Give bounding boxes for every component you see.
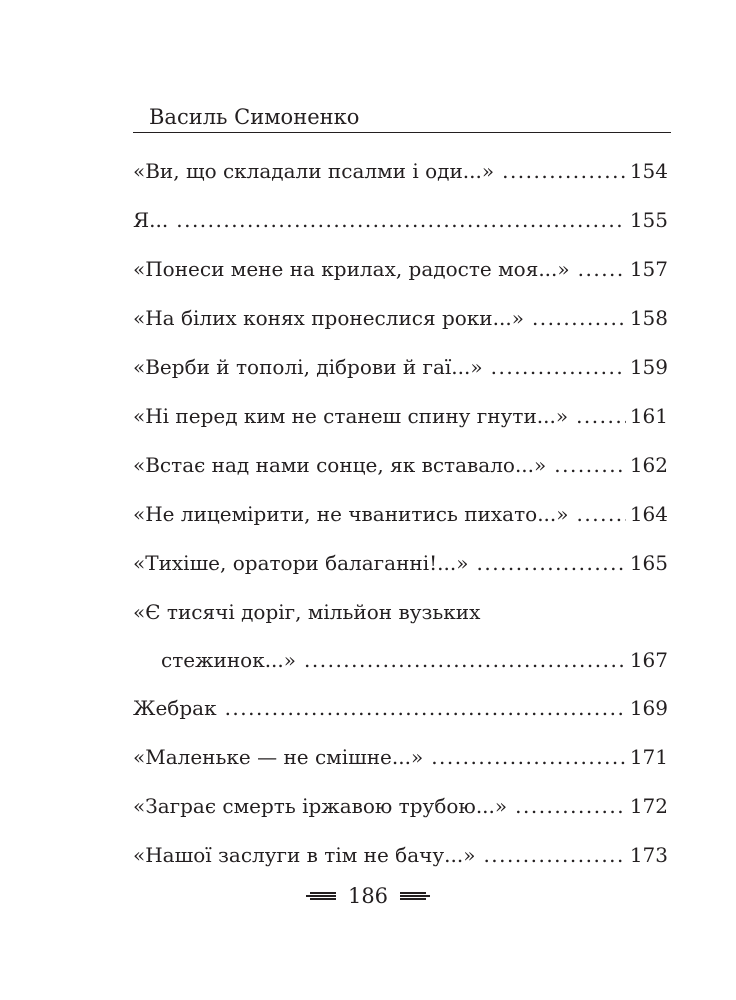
toc-entry-page: 172 (629, 794, 668, 818)
toc-entry-title: Жебрак (133, 696, 217, 720)
dot-leader (554, 451, 626, 479)
toc-entry-page: 165 (629, 551, 668, 575)
toc-entry-title: «Встає над нами сонце, як вставало...» (133, 453, 547, 477)
dot-leader (225, 694, 626, 722)
toc-entry (133, 792, 668, 841)
toc-entry (133, 206, 668, 255)
toc-entry (133, 841, 668, 890)
toc-entry-continuation (133, 646, 668, 674)
toc-entry (133, 694, 668, 743)
dot-leader (304, 646, 626, 674)
dot-leader (483, 841, 625, 869)
toc-entry (133, 402, 668, 451)
dot-leader (578, 255, 626, 283)
dot-leader (477, 549, 626, 577)
ornament-lines-icon (400, 892, 430, 900)
toc-entry-page: 173 (629, 843, 668, 867)
dot-leader (176, 206, 626, 234)
toc-entry (133, 451, 668, 500)
dot-leader (431, 743, 626, 771)
dot-leader (515, 792, 626, 820)
toc-entry-page: 155 (629, 208, 668, 232)
toc-entry-title: «Не лицемірити, не чванитись пихато...» (133, 502, 569, 526)
toc-entry-page: 167 (629, 648, 668, 672)
dot-leader (491, 353, 626, 381)
toc-entry-title: «Ви, що складали псалми і оди...» (133, 159, 495, 183)
toc-entry (133, 549, 668, 598)
toc-entry-title: «Тихіше, оратори балаганні!...» (133, 551, 469, 575)
toc-entry-title: «Нашої заслуги в тім не бачу...» (133, 843, 476, 867)
toc-entry (133, 500, 668, 549)
dot-leader (502, 157, 626, 185)
toc-entry-page: 158 (629, 306, 668, 330)
toc-entry (133, 598, 668, 694)
toc-entry-page: 162 (629, 453, 668, 477)
toc-entry-title: «Понеси мене на крилах, радосте моя...» (133, 257, 570, 281)
toc-entry-title: «Верби й тополі, діброви й гаї...» (133, 355, 483, 379)
toc-entry (133, 157, 668, 206)
toc-entry-page: 171 (629, 745, 668, 769)
toc-entry (133, 304, 668, 353)
toc-entry-title: Я... (133, 208, 169, 232)
dot-leader (577, 500, 626, 528)
toc-entry-title: «Ні перед ким не станеш спину гнути...» (133, 404, 569, 428)
toc-entry (133, 255, 668, 304)
toc-entry-title: «На білих конях пронеслися роки...» (133, 306, 524, 330)
table-of-contents (133, 157, 668, 890)
toc-entry-page: 159 (629, 355, 668, 379)
page-number-footer (0, 884, 736, 908)
toc-entry-title-line1: «Є тисячі доріг, мільйон вузьких (133, 600, 481, 624)
running-head: Василь Симоненко (133, 103, 671, 133)
toc-entry (133, 743, 668, 792)
toc-entry (133, 353, 668, 402)
page-number: 186 (347, 884, 389, 908)
toc-entry-page: 154 (629, 159, 668, 183)
dot-leader (532, 304, 626, 332)
toc-entry-title: «Маленьке — не смішне...» (133, 745, 424, 769)
toc-entry-page: 169 (629, 696, 668, 720)
toc-entry-page: 161 (629, 404, 668, 428)
ornament-lines-icon (306, 892, 336, 900)
toc-entry-title-line2: стежинок...» (161, 648, 297, 672)
toc-entry-title: «Заграє смерть іржавою трубою...» (133, 794, 508, 818)
toc-entry-page: 157 (629, 257, 668, 281)
toc-entry-page: 164 (629, 502, 668, 526)
dot-leader (576, 402, 626, 430)
